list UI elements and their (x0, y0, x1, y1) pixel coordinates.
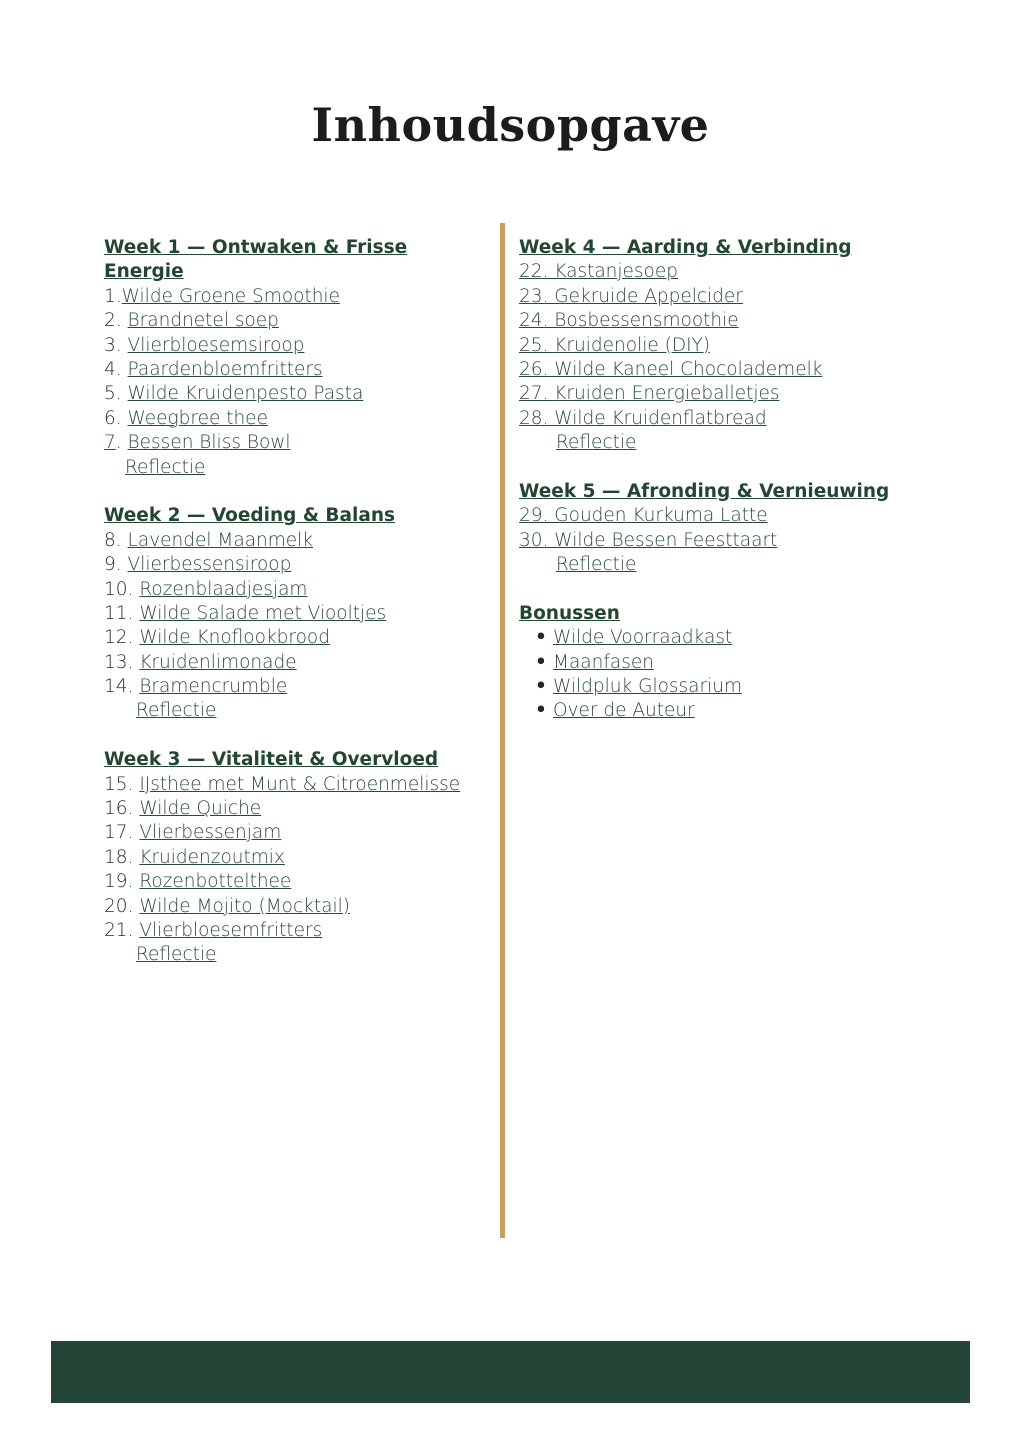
toc-item-17[interactable] (104, 821, 500, 845)
toc-link[interactable]: 26. Wilde Kaneel Chocolademelk (519, 358, 823, 380)
toc-link[interactable]: Paardenbloemfritters (127, 358, 323, 380)
bonus-item[interactable] (519, 675, 919, 699)
toc-link[interactable]: Wilde Salade met Viooltjes (139, 602, 387, 624)
bonus-link[interactable]: Maanfasen (553, 651, 654, 673)
bonus-item[interactable] (519, 626, 919, 650)
toc-item-29[interactable] (519, 504, 919, 528)
toc-item-num: 6. (104, 407, 128, 429)
bullet-icon: • (535, 700, 547, 722)
toc-link[interactable]: 24. Bosbessensmoothie (519, 310, 739, 332)
reflection-item[interactable] (519, 553, 919, 577)
toc-link[interactable]: Kruidenzoutmix (139, 846, 285, 868)
toc-link[interactable]: IJsthee met Munt & Citroenmelisse (139, 773, 461, 795)
toc-link[interactable]: Weegbree thee (127, 407, 268, 429)
bonus-link[interactable]: Wildpluk Glossarium (553, 676, 743, 698)
toc-link[interactable]: 30. Wilde Bessen Feesttaart (519, 529, 778, 551)
toc-item-15[interactable] (104, 773, 500, 797)
toc-link[interactable]: Rozenbottelthee (139, 871, 292, 893)
toc-item-num-link[interactable]: 7 (104, 432, 116, 454)
toc-link[interactable]: Vlierbloesemsiroop (127, 334, 305, 356)
toc-item-24[interactable] (519, 309, 919, 333)
toc-link[interactable]: Bessen Bliss Bowl (127, 432, 291, 454)
reflection-item[interactable] (104, 943, 500, 967)
bonus-item[interactable] (519, 651, 919, 675)
toc-item-25[interactable] (519, 334, 919, 358)
toc-item-13[interactable] (104, 651, 500, 675)
week-1-heading-text: Week 1 — Ontwaken & Frisse Energie (104, 237, 408, 283)
toc-item-19[interactable] (104, 870, 500, 894)
toc-link[interactable]: Brandnetel soep (127, 310, 279, 332)
reflection-link[interactable]: Reflectie (136, 700, 217, 722)
toc-item-num: 20. (104, 895, 140, 917)
week-3-heading[interactable]: Week 3 — Vitaliteit & Overvloed (104, 749, 439, 771)
toc-item-9[interactable] (104, 553, 500, 577)
toc-left-column (104, 236, 500, 968)
toc-item-14[interactable] (104, 675, 500, 699)
toc-link[interactable]: 25. Kruidenolie (DIY) (519, 334, 711, 356)
bullet-icon: • (535, 676, 547, 698)
bonus-item[interactable] (519, 699, 919, 723)
reflection-item[interactable] (519, 431, 919, 455)
week-5-heading[interactable]: Week 5 — Afronding & Vernieuwing (519, 480, 890, 502)
toc-item-12[interactable] (104, 626, 500, 650)
toc-item-num: 12. (104, 627, 140, 649)
bullet-icon: • (535, 627, 547, 649)
toc-item-22[interactable] (519, 260, 919, 284)
toc-item-num: 10. (104, 578, 140, 600)
toc-link[interactable]: 22. Kastanjesoep (519, 261, 679, 283)
column-divider (500, 223, 505, 1238)
toc-item-21[interactable] (104, 919, 500, 943)
toc-item-num: 9. (104, 554, 128, 576)
toc-item-18[interactable] (104, 846, 500, 870)
toc-item-num: 18. (104, 846, 140, 868)
toc-item-num: 19. (104, 871, 140, 893)
toc-item-6[interactable] (104, 407, 500, 431)
page-title: Inhoudsopgave (311, 98, 710, 152)
toc-item-1[interactable] (104, 285, 500, 309)
toc-item-num: 4. (104, 358, 128, 380)
toc-item-4[interactable] (104, 358, 500, 382)
toc-item-dot: . (115, 432, 128, 454)
toc-link[interactable]: 23. Gekruide Appelcider (519, 285, 743, 307)
toc-item-20[interactable] (104, 895, 500, 919)
toc-link[interactable]: Wilde Knoflookbrood (139, 627, 330, 649)
toc-item-3[interactable] (104, 334, 500, 358)
toc-item-num: 1. (104, 285, 122, 307)
week-2-heading[interactable]: Week 2 — Voeding & Balans (104, 505, 396, 527)
toc-item-23[interactable] (519, 285, 919, 309)
toc-item-num: 2. (104, 310, 128, 332)
toc-link[interactable]: 28. Wilde Kruidenflatbread (519, 407, 767, 429)
spacer (104, 480, 500, 504)
toc-item-26[interactable] (519, 358, 919, 382)
toc-item-7[interactable] (104, 431, 500, 455)
toc-item-27[interactable] (519, 382, 919, 406)
toc-item-8[interactable] (104, 529, 500, 553)
bonus-link[interactable]: Over de Auteur (553, 700, 695, 722)
toc-item-num: 8. (104, 529, 128, 551)
toc-item-2[interactable] (104, 309, 500, 333)
bullet-icon: • (535, 651, 547, 673)
toc-link[interactable]: Wilde Quiche (139, 798, 262, 820)
week-1-heading[interactable] (104, 236, 434, 285)
toc-item-num: 15. (104, 773, 140, 795)
toc-item-28[interactable] (519, 407, 919, 431)
toc-link[interactable]: 29. Gouden Kurkuma Latte (519, 505, 768, 527)
toc-link[interactable]: 27. Kruiden Energieballetjes (519, 383, 780, 405)
toc-item-10[interactable] (104, 578, 500, 602)
toc-item-16[interactable] (104, 797, 500, 821)
toc-item-num: 3. (104, 334, 128, 356)
toc-link[interactable]: Kruidenlimonade (139, 651, 297, 673)
toc-right-column (519, 236, 919, 724)
toc-link[interactable]: Vlierbessensiroop (127, 554, 292, 576)
reflection-item[interactable] (104, 456, 500, 480)
bonus-heading[interactable]: Bonussen (519, 602, 620, 624)
toc-link[interactable]: Wilde Groene Smoothie (121, 285, 340, 307)
toc-item-num: 14. (104, 676, 140, 698)
toc-item-num: 16. (104, 798, 140, 820)
toc-link[interactable]: Rozenblaadjesjam (139, 578, 308, 600)
spacer (104, 724, 500, 748)
toc-link[interactable]: Vlierbessenjam (139, 822, 282, 844)
reflection-link[interactable]: Reflectie (556, 554, 637, 576)
toc-link[interactable]: Vlierbloesemfritters (139, 919, 323, 941)
toc-item-11[interactable] (104, 602, 500, 626)
reflection-link[interactable]: Reflectie (556, 432, 637, 454)
spacer (519, 456, 919, 480)
toc-link[interactable]: Wilde Kruidenpesto Pasta (127, 383, 364, 405)
toc-item-num: 17. (104, 822, 140, 844)
toc-item-30[interactable] (519, 529, 919, 553)
toc-item-num: 21. (104, 919, 140, 941)
toc-link[interactable]: Wilde Mojito (Mocktail) (139, 895, 350, 917)
toc-item-num: 5. (104, 383, 128, 405)
reflection-item[interactable] (104, 699, 500, 723)
toc-link[interactable]: Lavendel Maanmelk (127, 529, 314, 551)
toc-item-num: 13. (104, 651, 140, 673)
week-4-heading[interactable]: Week 4 — Aarding & Verbinding (519, 237, 852, 258)
reflection-link[interactable]: Reflectie (136, 944, 217, 966)
reflection-link[interactable]: Reflectie (125, 456, 206, 478)
footer-band (51, 1341, 970, 1403)
spacer (519, 577, 919, 601)
toc-link[interactable]: Bramencrumble (139, 676, 288, 698)
toc-item-num: 11. (104, 602, 140, 624)
toc-item-5[interactable] (104, 382, 500, 406)
bonus-link[interactable]: Wilde Voorraadkast (553, 627, 733, 649)
